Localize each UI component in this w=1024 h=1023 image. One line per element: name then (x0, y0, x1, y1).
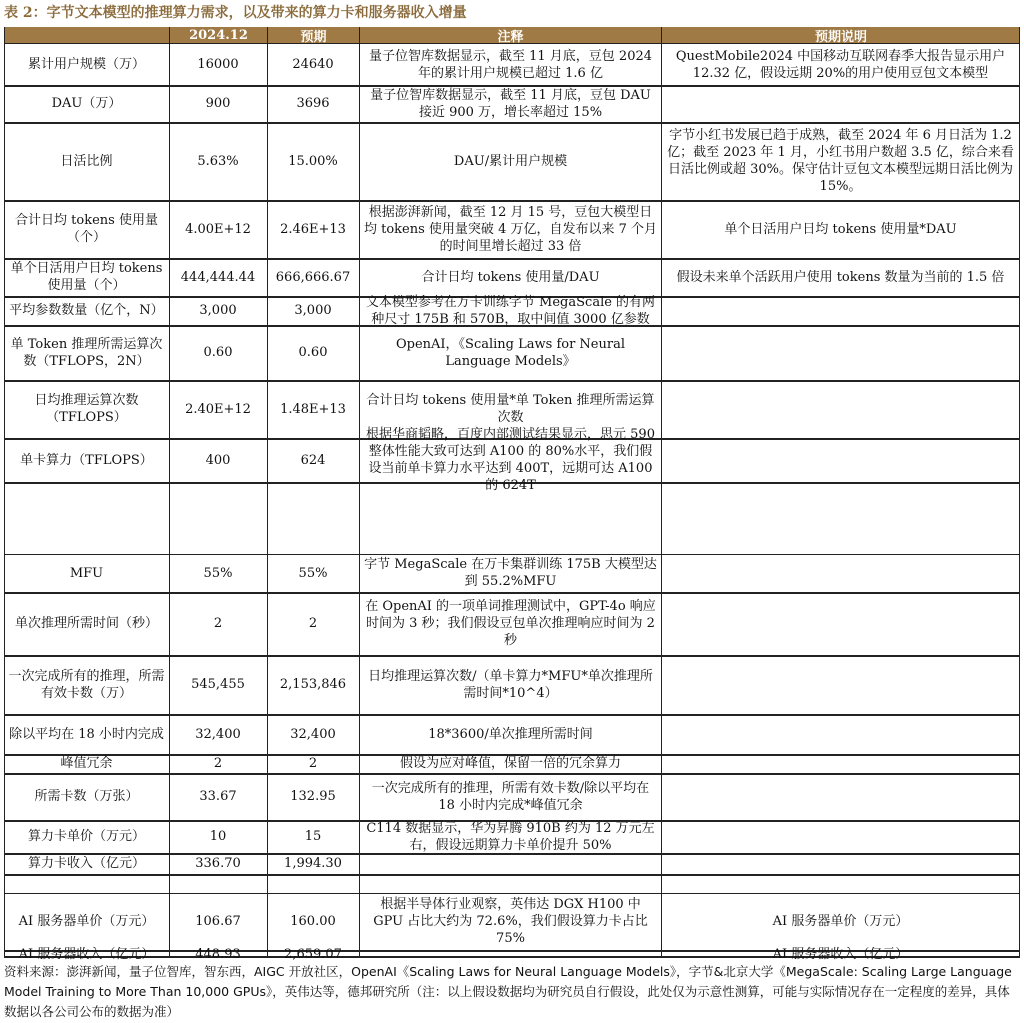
cell-note: OpenAI，《Scaling Laws for Neural Language Models》 (395, 336, 625, 369)
cell-note: DAU/累计用户规模 (453, 153, 568, 169)
cell-2024: 336.70 (195, 856, 241, 871)
cell-expect: QuestMobile2024 中国移动互联网春季大报告显示用户 12.32 亿，假设远期 20%的用户使用豆包文本模型 (675, 48, 1006, 81)
cell-label: AI 服务器收入（亿元） (18, 946, 155, 962)
cell-forecast: 624 (300, 452, 326, 468)
cell-label: 日活比例 (60, 153, 113, 169)
cell-expect (662, 715, 1019, 753)
cell-expect (662, 297, 1019, 324)
cell-2024: 2.40E+12 (185, 401, 251, 417)
cell-forecast: 32,400 (290, 726, 336, 742)
cell-forecast: 2,659.07 (284, 946, 342, 962)
cell-label: MFU (69, 565, 104, 581)
cell-2024: 2 (213, 756, 223, 771)
cell-note: 字节 MegaScale 在万卡集群训练 175B 大模型达到 55.2%MFU (364, 557, 657, 589)
cell-forecast: 24640 (292, 57, 334, 72)
cell-expect (662, 381, 1019, 437)
cell-expect (662, 774, 1019, 819)
cell-note (360, 854, 661, 873)
cell-forecast: 55% (298, 565, 328, 581)
cell-note: 根据华商韬略，百度内部测试结果显示，思元 590 整体性能大致可达到 A100 的 80%水平，我们假设当前单卡算力水平达到 400T，远期可达 A100 的 624T (366, 427, 655, 493)
cell-note (360, 951, 661, 957)
cell-label: 峰值冗余 (60, 756, 113, 771)
cell-2024: 900 (205, 96, 231, 111)
cell-forecast: 3,000 (294, 303, 332, 318)
cell-note: 一次完成所有的推理，所需有效卡数/除以平均在 18 小时内完成*峰值冗余 (371, 780, 650, 813)
header-2024: 2024.12 (170, 27, 267, 44)
cell-label: DAU（万） (51, 96, 122, 111)
cell-2024: 2 (213, 616, 223, 631)
cell-forecast: 2 (308, 616, 318, 631)
cell-expect: AI 服务器收入（亿元） (772, 946, 909, 962)
data-table (4, 27, 1020, 962)
cell-2024: 16000 (197, 57, 239, 72)
cell-expect: 字节小红书发展已趋于成熟，截至 2024 年 6 月日活为 1.2 亿；截至 2023 年 1 月，小红书用户数超 3.5 亿，综合来看日活比例或超 30%。保守估计豆包文本模型远期日活比例为 15%。 (667, 128, 1014, 194)
cell-expect (662, 439, 1019, 481)
cell-forecast: 160.00 (290, 914, 336, 929)
cell-forecast: 666,666.67 (275, 269, 351, 285)
cell-note: 根据半导体行业观察，英伟达 DGX H100 中 GPU 占比大约为 72.6%，我们假设算力卡占比 75% (373, 897, 648, 946)
cell-2024: 33.67 (199, 789, 237, 804)
cell-expect: AI 服务器单价（万元） (772, 914, 909, 929)
row-divider (4, 874, 1020, 876)
source-note: 资料来源：澎湃新闻，量子位智库，智东西，AIGC 开放社区，OpenAI《Scaling Laws for Neural Language Models》，字节&北京大学《MegaScale: Scaling Large Language Model Training to More Than 10,000 GPUs》，英伟达等，德邦研究所（注：以上假设数据均为研究员自行假设，此处仅为示意性测算，可能与实际情况存在一定程度的差异，具体数据以各公司公布的数据为准） (4, 964, 1012, 1019)
cell-note: 日均推理运算次数/（单卡算力*MFU*单次推理所需时间*10^4） (368, 668, 653, 701)
cell-label: 合计日均 tokens 使用量（个） (15, 213, 158, 245)
cell-expect (662, 326, 1019, 379)
cell-forecast: 2,153,846 (279, 677, 347, 692)
cell-label: 单卡算力（TFLOPS） (20, 452, 153, 468)
cell-note: 假设为应对峰值，保留一倍的冗余算力 (399, 756, 621, 771)
cell-2024: 10 (209, 829, 227, 844)
cell-label: 累计用户规模（万） (27, 57, 145, 72)
cell-label: 算力卡收入（亿元） (27, 856, 145, 871)
cell-note: 合计日均 tokens 使用量/DAU (421, 269, 600, 285)
cell-2024: 545,455 (191, 677, 245, 692)
cell-2024: 3,000 (199, 303, 237, 318)
cell-note: 合计日均 tokens 使用量*单 Token 推理所需运算次数 (366, 393, 655, 425)
cell-note: 在 OpenAI 的一项单词推理测试中，GPT-4o 响应时间为 3 秒；我们假设豆包单次推理响应时间为 2 秒 (365, 599, 656, 648)
cell-expect (662, 593, 1019, 654)
cell-forecast: 0.60 (298, 345, 328, 360)
cell-note: 18*3600/单次推理所需时间 (428, 726, 593, 742)
cell-2024: 448.93 (195, 946, 241, 962)
header-expect: 预期说明 (662, 27, 1020, 44)
cell-label: AI 服务器单价（万元） (18, 914, 155, 929)
cell-note: C114 数据显示，华为昇腾 910B 约为 12 万元左右，假设远期算力卡单价提升 50% (366, 820, 655, 853)
cell-label: 算力卡单价（万元） (27, 829, 145, 844)
column-divider (1019, 27, 1020, 957)
cell-label: 平均参数数量（亿个，N） (9, 303, 164, 318)
cell-label: 除以平均在 18 小时内完成 (9, 726, 164, 742)
header-note: 注释 (360, 27, 661, 44)
cell-expect (662, 755, 1019, 772)
cell-label: 所需卡数（万张） (34, 789, 139, 804)
cell-expect: 单个日活用户日均 tokens 使用量*DAU (724, 221, 957, 237)
cell-note: 量子位智库数据显示，截至 11 月底，豆包 DAU 接近 900 万，增长率超过 15% (370, 87, 651, 120)
cell-2024: 5.63% (197, 153, 239, 169)
cell-2024: 400 (205, 452, 231, 468)
cell-forecast: 15 (304, 829, 322, 844)
cell-expect (662, 656, 1019, 713)
table-title: 表 2：字节文本模型的推理算力需求，以及带来的算力卡和服务器收入增量 (4, 5, 467, 21)
cell-note: 文本模型参考在万卡训练字节 MegaScale 的有两种尺寸 175B 和 570B，取中间值 3000 亿参数 (365, 294, 656, 327)
cell-2024: 32,400 (195, 726, 241, 742)
cell-forecast: 1,994.30 (284, 856, 342, 871)
cell-expect (662, 854, 1019, 873)
cell-expect (662, 86, 1019, 121)
cell-forecast: 1.48E+13 (280, 401, 346, 417)
cell-label: 一次完成所有的推理，所需有效卡数（万） (8, 668, 165, 701)
cell-label: 单次推理所需时间（秒） (14, 616, 158, 631)
cell-expect (662, 821, 1019, 852)
cell-2024: 4.00E+12 (185, 221, 251, 237)
cell-label: 单个日活用户日均 tokens 使用量（个） (10, 261, 163, 293)
cell-forecast: 2 (308, 756, 318, 771)
cell-note: 量子位智库数据显示，截至 11 月底，豆包 2024 年的累计用户规模已超过 1.6 亿 (368, 48, 653, 81)
cell-2024: 106.67 (195, 914, 241, 929)
cell-label: 单 Token 推理所需运算次数（TFLOPS，2N） (10, 336, 163, 369)
cell-2024: 0.60 (203, 345, 233, 360)
cell-forecast: 15.00% (288, 153, 338, 169)
cell-expect: 假设未来单个活跃用户使用 tokens 数量为当前的 1.5 倍 (676, 269, 1005, 285)
cell-forecast: 132.95 (290, 789, 336, 804)
cell-2024: 55% (203, 565, 233, 581)
cell-note: 根据澎湃新闻，截至 12 月 15 号，豆包大模型日均 tokens 使用量突破 4 万亿，自发布以来 7 个月的时间里增长超过 33 倍 (364, 204, 658, 254)
cell-expect (662, 555, 1019, 591)
cell-forecast: 3696 (296, 96, 330, 111)
header-label (4, 27, 169, 44)
cell-label: 日均推理运算次数（TFLOPS） (34, 393, 139, 425)
header-forecast: 预期 (268, 27, 359, 44)
cell-forecast: 2.46E+13 (280, 221, 346, 237)
cell-2024: 444,444.44 (180, 269, 256, 285)
